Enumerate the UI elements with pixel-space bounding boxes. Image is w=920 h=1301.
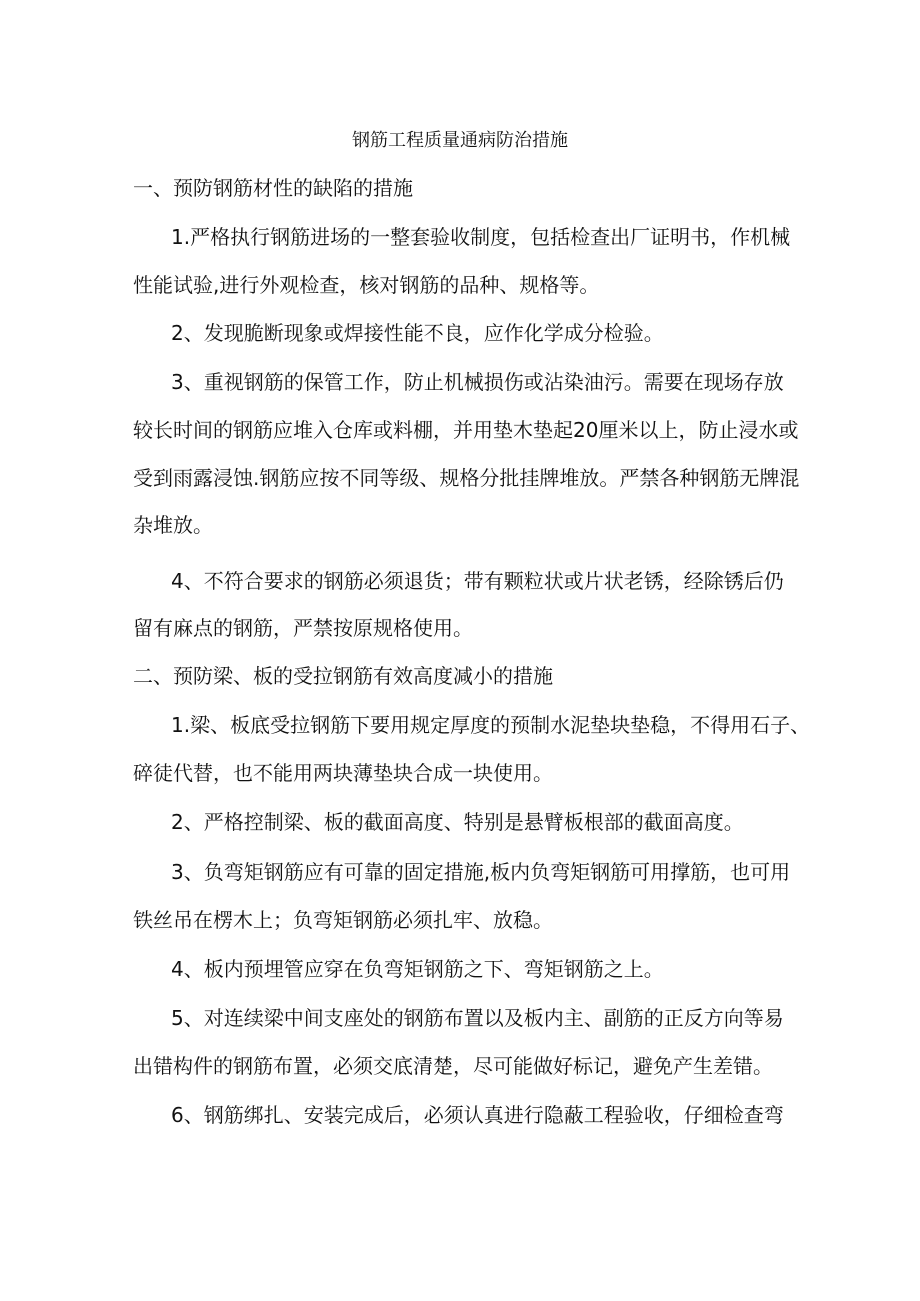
s2-item3-line1: 3、负弯矩钢筋应有可靠的固定措施,板内负弯矩钢筋可用撑筋，也可用 bbox=[171, 860, 791, 884]
s2-item1-line1: 1.梁、板底受拉钢筋下要用规定厚度的预制水泥垫块垫稳，不得用石子、 bbox=[171, 713, 811, 737]
section-1-heading: 一、预防钢筋材性的缺陷的措施 bbox=[133, 176, 413, 200]
s2-item2-line1: 2、严格控制梁、板的截面高度、特别是悬臂板根部的截面高度。 bbox=[171, 810, 744, 834]
s1-item2-line1: 2、发现脆断现象或焊接性能不良，应作化学成分检验。 bbox=[171, 321, 664, 345]
s1-item3-line3: 受到雨露浸蚀.钢筋应按不同等级、规格分批挂牌堆放。严禁各种钢筋无牌混 bbox=[133, 466, 800, 490]
s1-item4-line1: 4、不符合要求的钢筋必须退货；带有颗粒状或片状老锈，经除锈后仍 bbox=[171, 569, 784, 593]
section-2-heading: 二、预防梁、板的受拉钢筋有效高度减小的措施 bbox=[133, 664, 553, 688]
s1-item3-line2: 较长时间的钢筋应堆入仓库或料棚，并用垫木垫起20厘米以上，防止浸水或 bbox=[133, 418, 799, 442]
s2-item4-line1: 4、板内预埋管应穿在负弯矩钢筋之下、弯矩钢筋之上。 bbox=[171, 957, 664, 981]
s2-item1-line2: 碎徒代替，也不能用两块薄垫块合成一块使用。 bbox=[133, 761, 553, 785]
s2-item5-line1: 5、对连续梁中间支座处的钢筋布置以及板内主、副筋的正反方向等易 bbox=[171, 1006, 784, 1030]
document-title: 钢筋工程质量通病防治措施 bbox=[352, 130, 568, 151]
s1-item1-line1: 1.严格执行钢筋进场的一整套验收制度，包括检查出厂证明书，作机械 bbox=[171, 225, 791, 249]
s1-item3-line1: 3、重视钢筋的保管工作，防止机械损伤或沾染油污。需要在现场存放 bbox=[171, 370, 784, 394]
s2-item5-line2: 出错构件的钢筋布置，必须交底清楚，尽可能做好标记，避免产生差错。 bbox=[133, 1054, 773, 1078]
s1-item1-line2: 性能试验,进行外观检查，核对钢筋的品种、规格等。 bbox=[133, 273, 600, 297]
s2-item3-line2: 铁丝吊在楞木上；负弯矩钢筋必须扎牢、放稳。 bbox=[133, 908, 553, 932]
s2-item6-line1: 6、钢筋绑扎、安装完成后，必须认真进行隐蔽工程验收，仔细检查弯 bbox=[171, 1103, 784, 1127]
s1-item4-line2: 留有麻点的钢筋，严禁按原规格使用。 bbox=[133, 616, 473, 640]
s1-item3-line4: 杂堆放。 bbox=[133, 513, 213, 537]
